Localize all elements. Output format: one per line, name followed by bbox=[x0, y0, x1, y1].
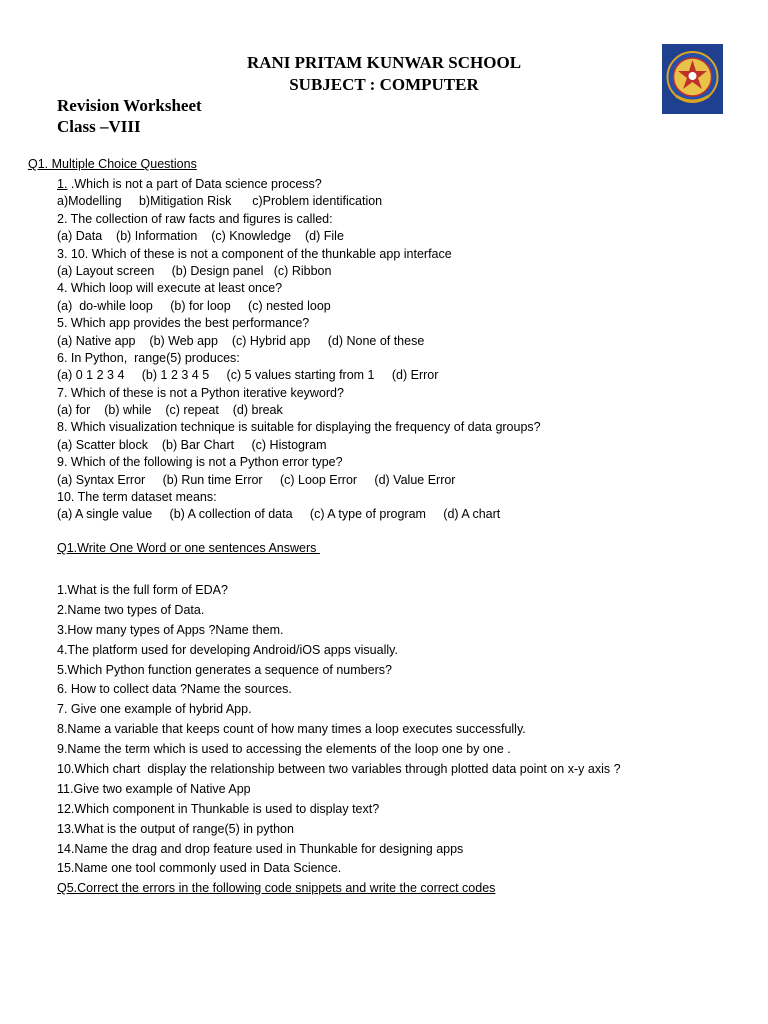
mcq-line: 2. The collection of raw facts and figures is called: bbox=[57, 211, 333, 226]
class-title: Class –VIII bbox=[57, 117, 141, 136]
mcq-question-1 bbox=[57, 176, 541, 193]
question-line: 13.What is the output of range(5) in python bbox=[57, 821, 294, 836]
worksheet-title: Revision Worksheet bbox=[57, 96, 202, 115]
question-line: 14.Name the drag and drop feature used in Thunkable for designing apps bbox=[57, 841, 464, 856]
question-number: 1. bbox=[57, 177, 68, 191]
mcq-line: (a) Layout screen (b) Design panel (c) Ribbon bbox=[57, 263, 332, 278]
question-text: .Which is not a part of Data science process? bbox=[67, 177, 322, 191]
school-crest-icon bbox=[662, 44, 723, 114]
question-line: 12.Which component in Thunkable is used to display text? bbox=[57, 801, 380, 816]
subject-title: SUBJECT : COMPUTER bbox=[289, 75, 479, 94]
mcq-line: (a) do-while loop (b) for loop (c) nested loop bbox=[57, 298, 331, 313]
mcq-line: (a) for (b) while (c) repeat (d) break bbox=[57, 403, 283, 418]
mcq-line: (a) Scatter block (b) Bar Chart (c) Histogram bbox=[57, 437, 327, 452]
mcq-line: (a) A single value (b) A collection of data (c) A type of program (d) A chart bbox=[57, 507, 501, 522]
question-line: 5.Which Python function generates a sequence of numbers? bbox=[57, 662, 392, 677]
question-line: 3.How many types of Apps ?Name them. bbox=[57, 622, 284, 637]
question-line: 7. Give one example of hybrid App. bbox=[57, 702, 252, 717]
mcq-line: a)Modelling b)Mitigation Risk c)Problem identification bbox=[57, 194, 383, 209]
question-line: 10.Which chart display the relationship between two variables through plotted data point on x-y axis ? bbox=[57, 762, 621, 777]
mcq-line: 5. Which app provides the best performance? bbox=[57, 316, 310, 331]
mcq-line: 10. The term dataset means: bbox=[57, 490, 217, 505]
mcq-line: 8. Which visualization technique is suitable for displaying the frequency of data groups? bbox=[57, 420, 541, 435]
mcq-list bbox=[57, 176, 541, 524]
question-line: 6. How to collect data ?Name the sources. bbox=[57, 682, 292, 697]
question-line: 8.Name a variable that keeps count of how many times a loop executes successfully. bbox=[57, 722, 526, 737]
question-line: 4.The platform used for developing Android/iOS apps visually. bbox=[57, 642, 398, 657]
section-heading-correct-errors: Q5.Correct the errors in the following code snippets and write the correct codes bbox=[57, 881, 496, 895]
mcq-line: (a) Data (b) Information (c) Knowledge (d) File bbox=[57, 229, 344, 244]
question-line: 9.Name the term which is used to accessing the elements of the loop one by one . bbox=[57, 742, 511, 757]
mcq-line: 3. 10. Which of these is not a component of the thunkable app interface bbox=[57, 246, 452, 261]
mcq-line: 6. In Python, range(5) produces: bbox=[57, 350, 240, 365]
section-heading-one-word: Q1.Write One Word or one sentences Answers bbox=[57, 541, 320, 555]
mcq-line: (a) Native app (b) Web app (c) Hybrid app (d) None of these bbox=[57, 333, 425, 348]
mcq-line: (a) 0 1 2 3 4 (b) 1 2 3 4 5 (c) 5 values starting from 1 (d) Error bbox=[57, 368, 439, 383]
question-line: 11.Give two example of Native App bbox=[57, 781, 251, 796]
mcq-line: 7. Which of these is not a Python iterative keyword? bbox=[57, 385, 344, 400]
question-line: 1.What is the full form of EDA? bbox=[57, 583, 228, 597]
mcq-line: 4. Which loop will execute at least once? bbox=[57, 281, 283, 296]
mcq-line: 9. Which of the following is not a Python error type? bbox=[57, 455, 343, 470]
one-word-questions-list bbox=[57, 581, 621, 879]
mcq-line: (a) Syntax Error (b) Run time Error (c) Loop Error (d) Value Error bbox=[57, 472, 456, 487]
section-heading-mcq: Q1. Multiple Choice Questions bbox=[28, 157, 197, 171]
question-line: 2.Name two types of Data. bbox=[57, 602, 205, 617]
question-line: 15.Name one tool commonly used in Data Science. bbox=[57, 861, 342, 876]
school-name: RANI PRITAM KUNWAR SCHOOL bbox=[246, 53, 522, 72]
